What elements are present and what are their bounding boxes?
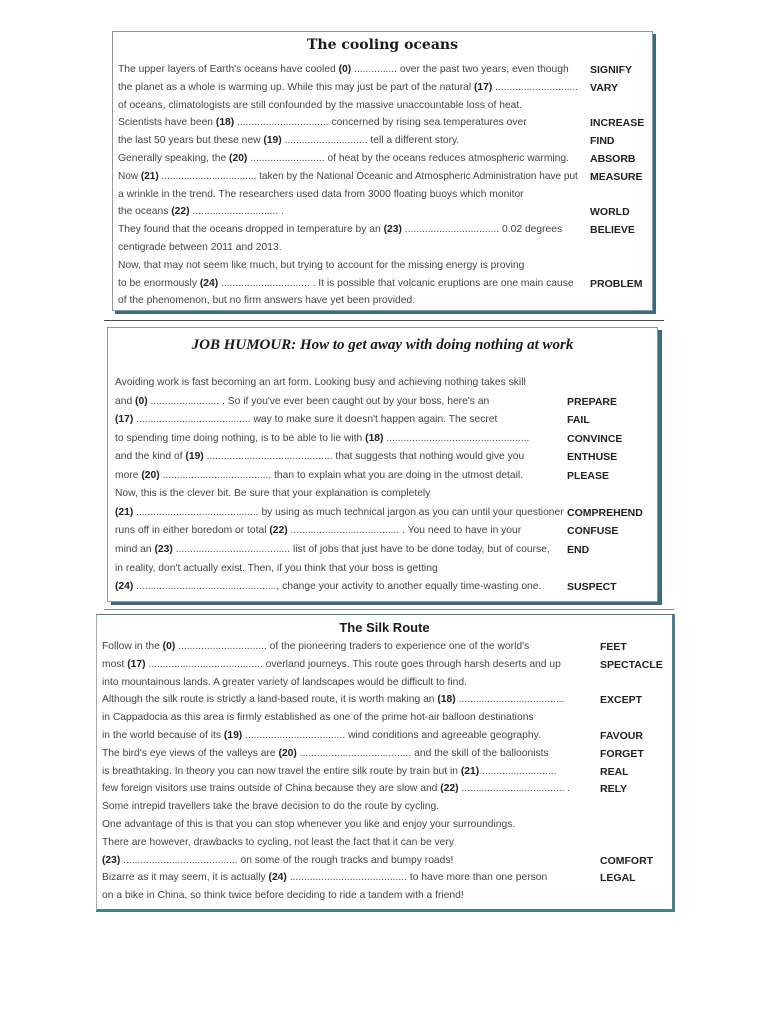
prompt-word: PREPARE bbox=[567, 395, 617, 408]
text-line: Now, that may not seem like much, but trying to account for the missing energy is proving bbox=[118, 259, 525, 271]
text-line: of oceans, climatologists are still confounded by the massive unaccountable loss of heat. bbox=[118, 99, 523, 111]
text-line: runs off in either boredom or total (22) ...................................... . You need to have in your bbox=[115, 525, 522, 537]
text-line: The bird's eye views of the valleys are (20) ....................................... and the skill of the balloonists bbox=[102, 747, 549, 759]
prompt-word: CONVINCE bbox=[567, 432, 623, 445]
text-line: is breathtaking. In theory you can now travel the entire silk route by train but in (21) .......................... bbox=[102, 765, 557, 777]
text-line: (17) ........................................ way to make sure it doesn't happen again. The secret bbox=[115, 414, 498, 426]
text-line: to spending time doing nothing, is to be able to lie with (18) .................................................. bbox=[115, 432, 530, 444]
text-line: One advantage of this is that you can stop whenever you like and enjoy your surroundings. bbox=[102, 819, 516, 830]
text-line: into mountainous lands. A greater variety of landscapes would be difficult to find. bbox=[102, 676, 468, 688]
text-line: of the phenomenon, but no firm answers have yet been provided. bbox=[118, 295, 416, 307]
prompt-word: COMPREHEND bbox=[567, 506, 643, 519]
prompt-word: PLEASE bbox=[567, 469, 610, 482]
text-line: few foreign visitors use trains outside of China because they are slow and (22) .................................... . bbox=[102, 783, 571, 795]
prompt-word: SPECTACLE bbox=[600, 658, 663, 671]
divider-rule-2 bbox=[104, 609, 674, 610]
prompt-word: COMFORT bbox=[600, 854, 654, 867]
text-line: more (20) ...................................... than to explain what you are doing in the utmost detail. bbox=[115, 469, 524, 481]
text-line: a wrinkle in the trend. The researchers used data from 3000 floating buoys which monitor bbox=[118, 188, 524, 200]
section-title: The cooling oceans bbox=[307, 37, 458, 53]
text-line: Follow in the (0) ............................... of the pioneering traders to experience one of the world's bbox=[102, 641, 530, 652]
prompt-word: FORGET bbox=[600, 747, 644, 760]
text-line: Scientists have been (18) ................................ concerned by rising sea temperatures over bbox=[118, 117, 527, 129]
prompt-word: ABSORB bbox=[590, 153, 636, 165]
text-line: in the world because of its (19) ................................... wind conditions and agreeable geography. bbox=[102, 730, 541, 741]
text-line: Although the silk route is strictly a land-based route, it is worth making an (18) ..................................... bbox=[102, 694, 565, 706]
text-line: the oceans (22) .............................. . bbox=[118, 206, 284, 218]
section-silk-route bbox=[96, 614, 675, 912]
text-line: Now, this is the clever bit. Be sure that your explanation is completely bbox=[115, 488, 431, 500]
prompt-word: FAVOUR bbox=[600, 730, 643, 742]
text-line: centigrade between 2011 and 2013. bbox=[118, 242, 282, 253]
text-line: to be enormously (24) ............................... . It is possible that volcanic eruptions are one main cause bbox=[118, 277, 574, 289]
prompt-word: ENTHUSE bbox=[567, 451, 618, 464]
text-line: Some intrepid travellers take the brave decision to do the route by cycling. bbox=[102, 801, 440, 813]
prompt-word: END bbox=[567, 543, 590, 556]
text-line: Avoiding work is fast becoming an art form. Looking busy and achieving nothing takes skill bbox=[115, 377, 526, 388]
section-title: JOB HUMOUR: How to get away with doing nothing at work bbox=[191, 337, 574, 353]
prompt-word: MEASURE bbox=[590, 170, 643, 183]
text-line: Bizarre as it may seem, it is actually (24) ......................................... to have more than one person bbox=[102, 872, 548, 884]
text-line: mind an (23) ........................................ list of jobs that just have to be done today, but of course, bbox=[115, 543, 550, 555]
text-line: The upper layers of Earth's oceans have cooled (0) ............... over the past two years, even though bbox=[118, 64, 569, 75]
text-line: the last 50 years but these new (19) ............................. tell a different story. bbox=[118, 135, 460, 147]
prompt-word: CONFUSE bbox=[567, 525, 619, 538]
section-cooling-oceans bbox=[112, 31, 653, 311]
text-line: (23) ........................................ on some of the rough tracks and bumpy roads! bbox=[102, 854, 454, 866]
prompt-word: INCREASE bbox=[590, 117, 645, 130]
text-line: There are however, drawbacks to cycling, not least the fact that it can be very bbox=[102, 836, 454, 848]
text-line: Now (21) .................................. taken by the National Oceanic and Atmospheric Administration have put bbox=[118, 170, 578, 182]
prompt-word: LEGAL bbox=[600, 872, 636, 885]
section-title: The Silk Route bbox=[339, 620, 430, 635]
prompt-word: VARY bbox=[590, 81, 619, 94]
text-line: Generally speaking, the (20) .......................... of heat by the oceans reduces atmospheric warming. bbox=[118, 153, 569, 164]
prompt-word: SUSPECT bbox=[567, 581, 617, 594]
prompt-word: SIGNIFY bbox=[590, 64, 633, 76]
prompt-word: FEET bbox=[600, 641, 627, 653]
text-line: (24) ................................................., change your activity to another equally time-wasting one. bbox=[115, 581, 542, 593]
prompt-word: RELY bbox=[600, 783, 628, 796]
prompt-word: FIND bbox=[590, 135, 615, 148]
prompt-word: WORLD bbox=[590, 206, 630, 219]
text-line: in Cappadocia as this area is firmly established as one of the prime hot-air balloon destinations bbox=[102, 712, 534, 724]
prompt-word: BELIEVE bbox=[590, 224, 635, 237]
prompt-word: FAIL bbox=[567, 414, 590, 427]
prompt-word: EXCEPT bbox=[600, 694, 643, 707]
prompt-word: REAL bbox=[600, 765, 629, 778]
divider-rule-1 bbox=[104, 320, 664, 321]
text-line: They found that the oceans dropped in temperature by an (23) ................................. 0.02 degrees bbox=[118, 224, 563, 236]
text-line: in reality, don't actually exist. Then, if you think that your boss is getting bbox=[115, 562, 438, 574]
text-line: and (0) ........................ . So if you've ever been caught out by your boss, here's an bbox=[115, 395, 490, 407]
text-line: the planet as a whole is warming up. While this may just be part of the natural (17) ............................. bbox=[118, 81, 579, 93]
text-line: and the kind of (19) ............................................ that suggests that nothing would give you bbox=[115, 451, 525, 463]
prompt-word: PROBLEM bbox=[590, 277, 643, 290]
section-job-humour bbox=[107, 327, 658, 602]
text-line: most (17) ........................................ overland journeys. This route goes through harsh deserts and up bbox=[102, 658, 561, 670]
text-line: (21) ........................................... by using as much technical jargon as you can until your questioner bbox=[115, 506, 564, 518]
text-line: on a bike in China, so think twice before deciding to ride a tandem with a friend! bbox=[102, 890, 464, 902]
